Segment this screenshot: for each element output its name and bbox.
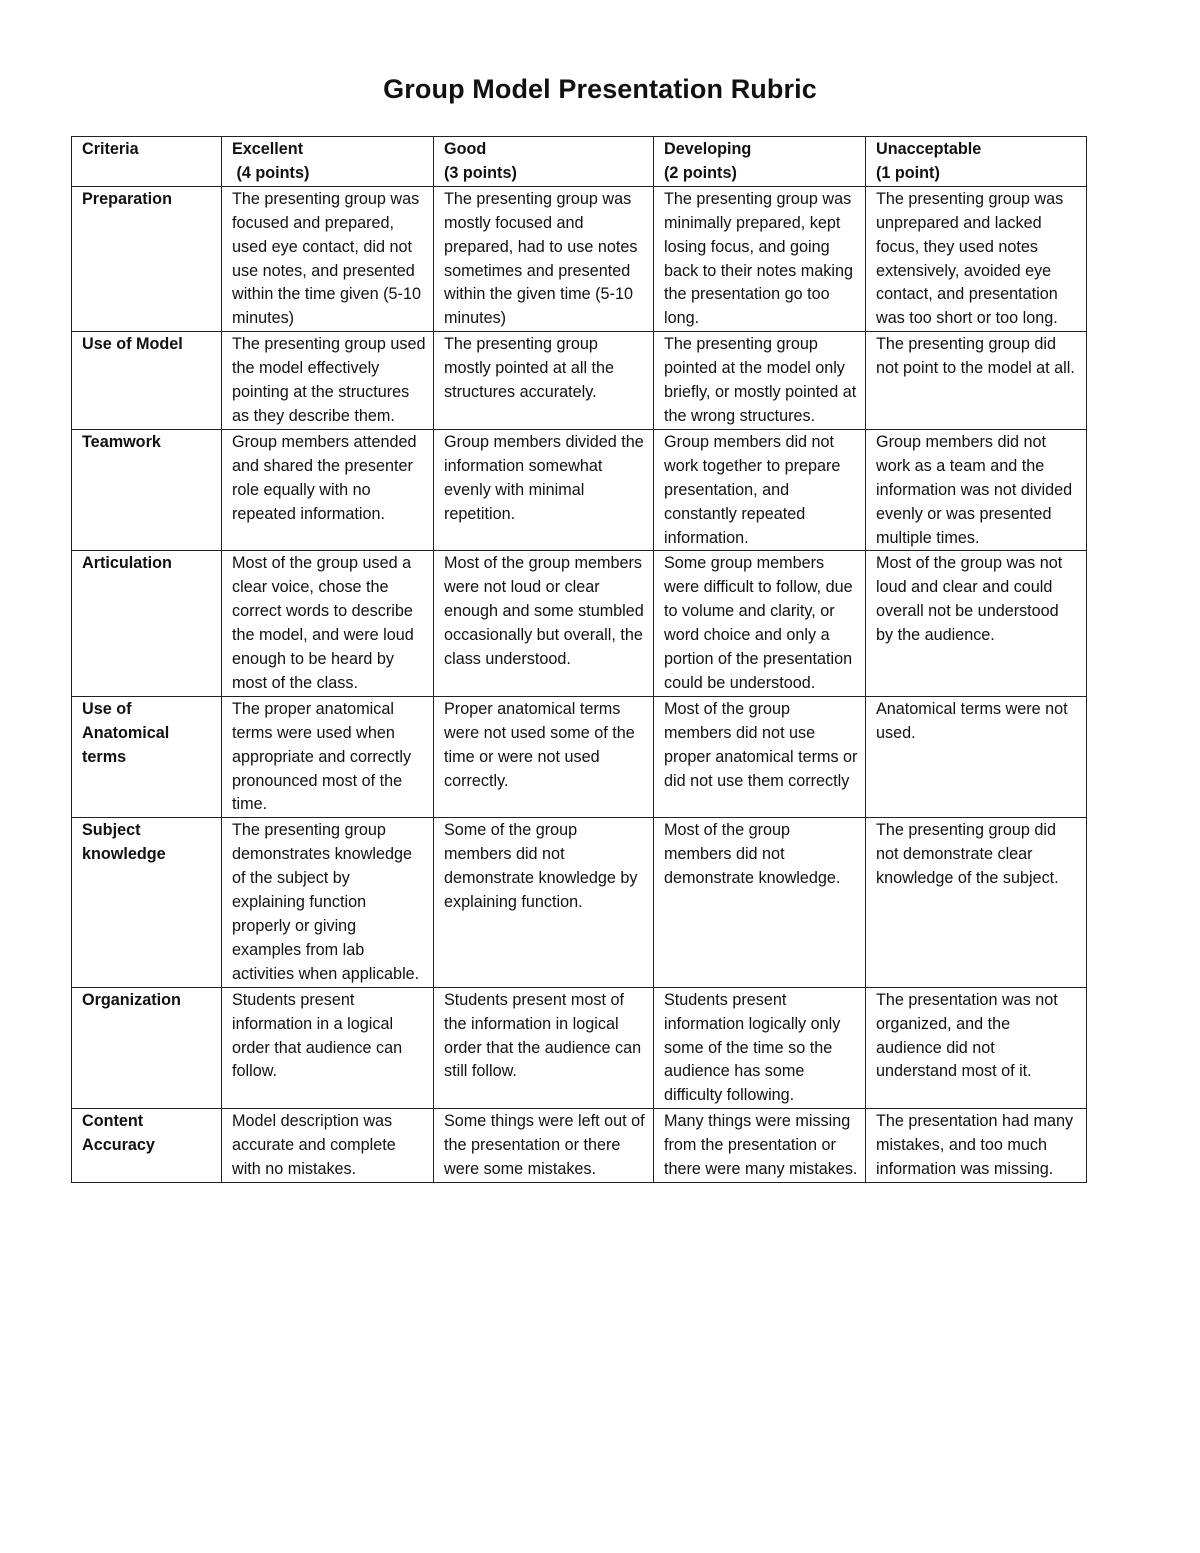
cell-good: Most of the group members were not loud or clear enough and some stumbled occasionally but overall, the class understood. bbox=[434, 551, 654, 696]
cell-unacceptable: Most of the group was not loud and clear and could overall not be understood by the audience. bbox=[866, 551, 1087, 696]
cell-developing: Most of the group members did not use proper anatomical terms or did not use them correctly bbox=[654, 696, 866, 818]
cell-developing: The presenting group pointed at the model only briefly, or mostly pointed at the wrong structures. bbox=[654, 332, 866, 430]
header-level-points: (3 points) bbox=[444, 163, 517, 182]
cell-good: Some of the group members did not demonstrate knowledge by explaining function. bbox=[434, 818, 654, 987]
criteria-label: Teamwork bbox=[72, 429, 222, 551]
criteria-label: Use of Model bbox=[72, 332, 222, 430]
cell-good: Students present most of the information in logical order that the audience can still follow. bbox=[434, 987, 654, 1109]
cell-excellent: The presenting group used the model effectively pointing at the structures as they describe them. bbox=[222, 332, 434, 430]
header-excellent bbox=[222, 137, 434, 187]
header-good bbox=[434, 137, 654, 187]
header-developing bbox=[654, 137, 866, 187]
row-preparation bbox=[72, 186, 1087, 331]
criteria-label: Subject knowledge bbox=[72, 818, 222, 987]
cell-excellent: Group members attended and shared the presenter role equally with no repeated information. bbox=[222, 429, 434, 551]
cell-good: Proper anatomical terms were not used some of the time or were not used correctly. bbox=[434, 696, 654, 818]
criteria-label: Articulation bbox=[72, 551, 222, 696]
criteria-label: Preparation bbox=[72, 186, 222, 331]
cell-developing: The presenting group was minimally prepared, kept losing focus, and going back to their notes making the presentation go too long. bbox=[654, 186, 866, 331]
row-articulation bbox=[72, 551, 1087, 696]
header-level-points: (1 point) bbox=[876, 163, 940, 182]
row-anatomical-terms bbox=[72, 696, 1087, 818]
row-use-of-model bbox=[72, 332, 1087, 430]
cell-good: Some things were left out of the presentation or there were some mistakes. bbox=[434, 1109, 654, 1183]
header-level-points: (4 points) bbox=[232, 163, 310, 182]
header-level-name: Good bbox=[444, 140, 487, 158]
cell-good: Group members divided the information somewhat evenly with minimal repetition. bbox=[434, 429, 654, 551]
row-subject-knowledge bbox=[72, 818, 1087, 987]
header-criteria: Criteria bbox=[72, 137, 222, 187]
cell-unacceptable: The presentation was not organized, and the audience did not understand most of it. bbox=[866, 987, 1087, 1109]
cell-good: The presenting group was mostly focused and prepared, had to use notes sometimes and presented within the given time (5-10 minutes) bbox=[434, 186, 654, 331]
criteria-label: Use of Anatomical terms bbox=[72, 696, 222, 818]
row-teamwork bbox=[72, 429, 1087, 551]
header-level-points: (2 points) bbox=[664, 163, 737, 182]
cell-excellent: Students present information in a logical order that audience can follow. bbox=[222, 987, 434, 1109]
cell-developing: Some group members were difficult to follow, due to volume and clarity, or word choice and only a portion of the presentation could be understood. bbox=[654, 551, 866, 696]
cell-unacceptable: The presentation had many mistakes, and too much information was missing. bbox=[866, 1109, 1087, 1183]
criteria-label: Organization bbox=[72, 987, 222, 1109]
cell-excellent: Most of the group used a clear voice, chose the correct words to describe the model, and were loud enough to be heard by most of the class. bbox=[222, 551, 434, 696]
cell-good: The presenting group mostly pointed at all the structures accurately. bbox=[434, 332, 654, 430]
cell-excellent: The proper anatomical terms were used when appropriate and correctly pronounced most of the time. bbox=[222, 696, 434, 818]
cell-unacceptable: The presenting group did not demonstrate clear knowledge of the subject. bbox=[866, 818, 1087, 987]
rubric-table bbox=[71, 136, 1087, 1183]
header-level-name: Unacceptable bbox=[876, 140, 982, 158]
row-organization bbox=[72, 987, 1087, 1109]
document-title: Group Model Presentation Rubric bbox=[383, 74, 817, 104]
header-row bbox=[72, 137, 1087, 187]
header-level-name: Developing bbox=[664, 140, 752, 158]
row-content-accuracy bbox=[72, 1109, 1087, 1183]
cell-excellent: Model description was accurate and complete with no mistakes. bbox=[222, 1109, 434, 1183]
cell-unacceptable: Group members did not work as a team and the information was not divided evenly or was presented multiple times. bbox=[866, 429, 1087, 551]
cell-excellent: The presenting group was focused and prepared, used eye contact, did not use notes, and presented within the time given (5-10 minutes) bbox=[222, 186, 434, 331]
header-unacceptable bbox=[866, 137, 1087, 187]
cell-developing: Group members did not work together to prepare presentation, and constantly repeated information. bbox=[654, 429, 866, 551]
cell-developing: Many things were missing from the presentation or there were many mistakes. bbox=[654, 1109, 866, 1183]
cell-developing: Students present information logically only some of the time so the audience has some difficulty following. bbox=[654, 987, 866, 1109]
cell-excellent: The presenting group demonstrates knowledge of the subject by explaining function properly or giving examples from lab activities when applicable. bbox=[222, 818, 434, 987]
header-level-name: Excellent bbox=[232, 140, 304, 158]
cell-unacceptable: The presenting group did not point to the model at all. bbox=[866, 332, 1087, 430]
cell-unacceptable: Anatomical terms were not used. bbox=[866, 696, 1087, 818]
cell-developing: Most of the group members did not demonstrate knowledge. bbox=[654, 818, 866, 987]
cell-unacceptable: The presenting group was unprepared and lacked focus, they used notes extensively, avoided eye contact, and presentation was too short or too long. bbox=[866, 186, 1087, 331]
criteria-label: Content Accuracy bbox=[72, 1109, 222, 1183]
